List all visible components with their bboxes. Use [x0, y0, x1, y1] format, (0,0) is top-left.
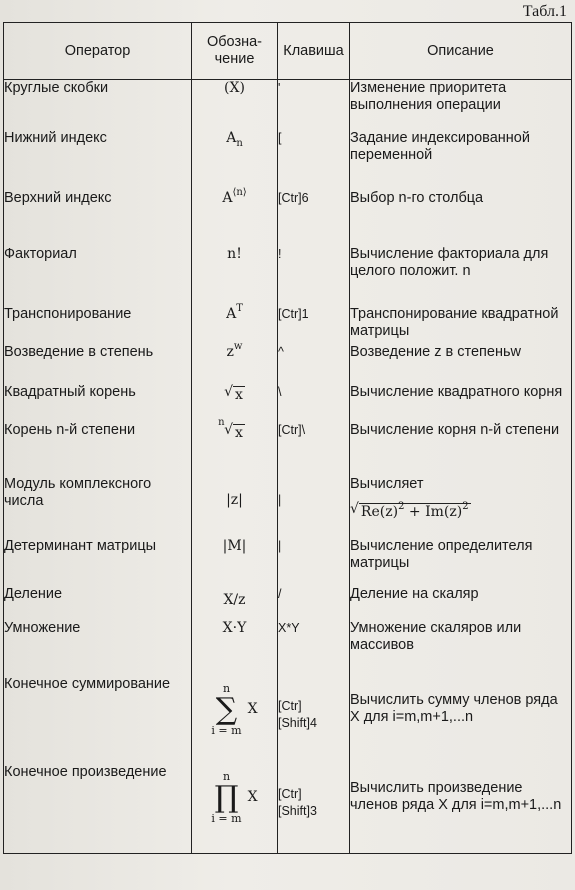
description: Деление на скаляр — [350, 586, 572, 620]
table-row — [4, 306, 572, 344]
key: | — [278, 538, 350, 586]
key: [Ctr]\ — [278, 422, 350, 476]
notation: X/z — [192, 586, 278, 620]
complex-modulus-formula: √ $Re(z)^2 + Im(z)^2$ — [350, 500, 469, 520]
product-symbol: n ∏ i = m X — [211, 769, 258, 825]
key: \ — [278, 384, 350, 422]
notation — [192, 676, 278, 764]
table-row — [4, 476, 572, 538]
table-row — [4, 586, 572, 620]
description: Транспонирование квадратной матрицы — [350, 306, 572, 344]
operator-name: Круглые скобки — [4, 80, 192, 130]
table-row — [4, 80, 572, 130]
sqrt-symbol: √ x — [224, 383, 243, 403]
key: [Ctr] [Shift]3 — [278, 764, 350, 854]
key: ' — [278, 80, 350, 130]
header-notation — [192, 23, 278, 80]
notation: $A^{⟨n⟩}$ — [192, 190, 278, 246]
notation: X·Y — [192, 620, 278, 676]
key: | — [278, 476, 350, 538]
notation: $A_n$ — [192, 130, 278, 190]
table-row — [4, 384, 572, 422]
description: Вычисляет √ $Re(z)^2 + Im(z)^2$ — [350, 476, 572, 538]
description: Вычислить сумму членов ряда X для i=m,m+1,...n — [350, 676, 572, 764]
operator-name: Факториал — [4, 246, 192, 306]
key: / — [278, 586, 350, 620]
header-operator: Оператор — [4, 23, 192, 80]
table-row — [4, 764, 572, 854]
notation — [192, 416, 278, 476]
operator-name: Транспонирование — [4, 306, 192, 344]
notation: (X) — [192, 80, 278, 130]
operator-name: Деление — [4, 586, 192, 620]
header-notation-line2: чение — [214, 51, 255, 67]
description: Вычислить произведение членов ряда X для i=m,m+1,...n — [350, 764, 572, 854]
operator-name: Конечное суммирование — [4, 676, 192, 764]
notation — [192, 384, 278, 422]
operator-name: Модуль комплексного числа — [4, 476, 192, 538]
description: Вычисление факториала для целого положит. n — [350, 246, 572, 306]
key: [Ctr]6 — [278, 190, 350, 246]
notation: $z^w$ — [192, 344, 278, 384]
operator-name: Детерминант матрицы — [4, 538, 192, 586]
operator-name: Умножение — [4, 620, 192, 676]
description: Задание индексированной переменной — [350, 130, 572, 190]
nth-root-symbol: n √ x — [218, 416, 243, 441]
key: ^ — [278, 344, 350, 384]
key: X*Y — [278, 620, 350, 676]
description: Вычисление квадратного корня — [350, 384, 572, 422]
key: [Ctr]1 — [278, 306, 350, 344]
table-row — [4, 676, 572, 764]
description: Умножение скаляров или массивов — [350, 620, 572, 676]
description: Возведение z в степеньw — [350, 344, 572, 384]
header-key: Клавиша — [278, 23, 350, 80]
header-row — [4, 23, 572, 80]
table-row — [4, 190, 572, 246]
key: [Ctr] [Shift]4 — [278, 676, 350, 764]
header-description: Описание — [350, 23, 572, 80]
table-row — [4, 246, 572, 306]
notation: |z| — [192, 476, 278, 538]
key: [ — [278, 130, 350, 190]
table-row — [4, 422, 572, 476]
operator-name: Корень n-й степени — [4, 422, 192, 476]
notation: n! — [192, 246, 278, 306]
operators-table — [3, 22, 572, 854]
table-caption: Табл.1 — [522, 3, 567, 20]
description: Вычисление корня n-й степени — [350, 422, 572, 476]
summation-symbol: n ∑ i = m X — [211, 681, 258, 737]
key: ! — [278, 246, 350, 306]
operator-name: Нижний индекс — [4, 130, 192, 190]
description: Изменение приоритета выполнения операции — [350, 80, 572, 130]
description: Вычисление определителя матрицы — [350, 538, 572, 586]
operator-name: Возведение в степень — [4, 344, 192, 384]
notation — [192, 764, 278, 854]
operator-name: Квадратный корень — [4, 384, 192, 422]
operator-name: Верхний индекс — [4, 190, 192, 246]
description: Выбор n-го столбца — [350, 190, 572, 246]
table-row — [4, 344, 572, 384]
header-notation-line1: Обозна- — [206, 34, 263, 50]
table-row — [4, 538, 572, 586]
table-row — [4, 130, 572, 190]
notation: |M| — [192, 538, 278, 586]
notation: $A^T$ — [192, 306, 278, 344]
table-row — [4, 620, 572, 676]
operator-name: Конечное произведение — [4, 764, 192, 854]
